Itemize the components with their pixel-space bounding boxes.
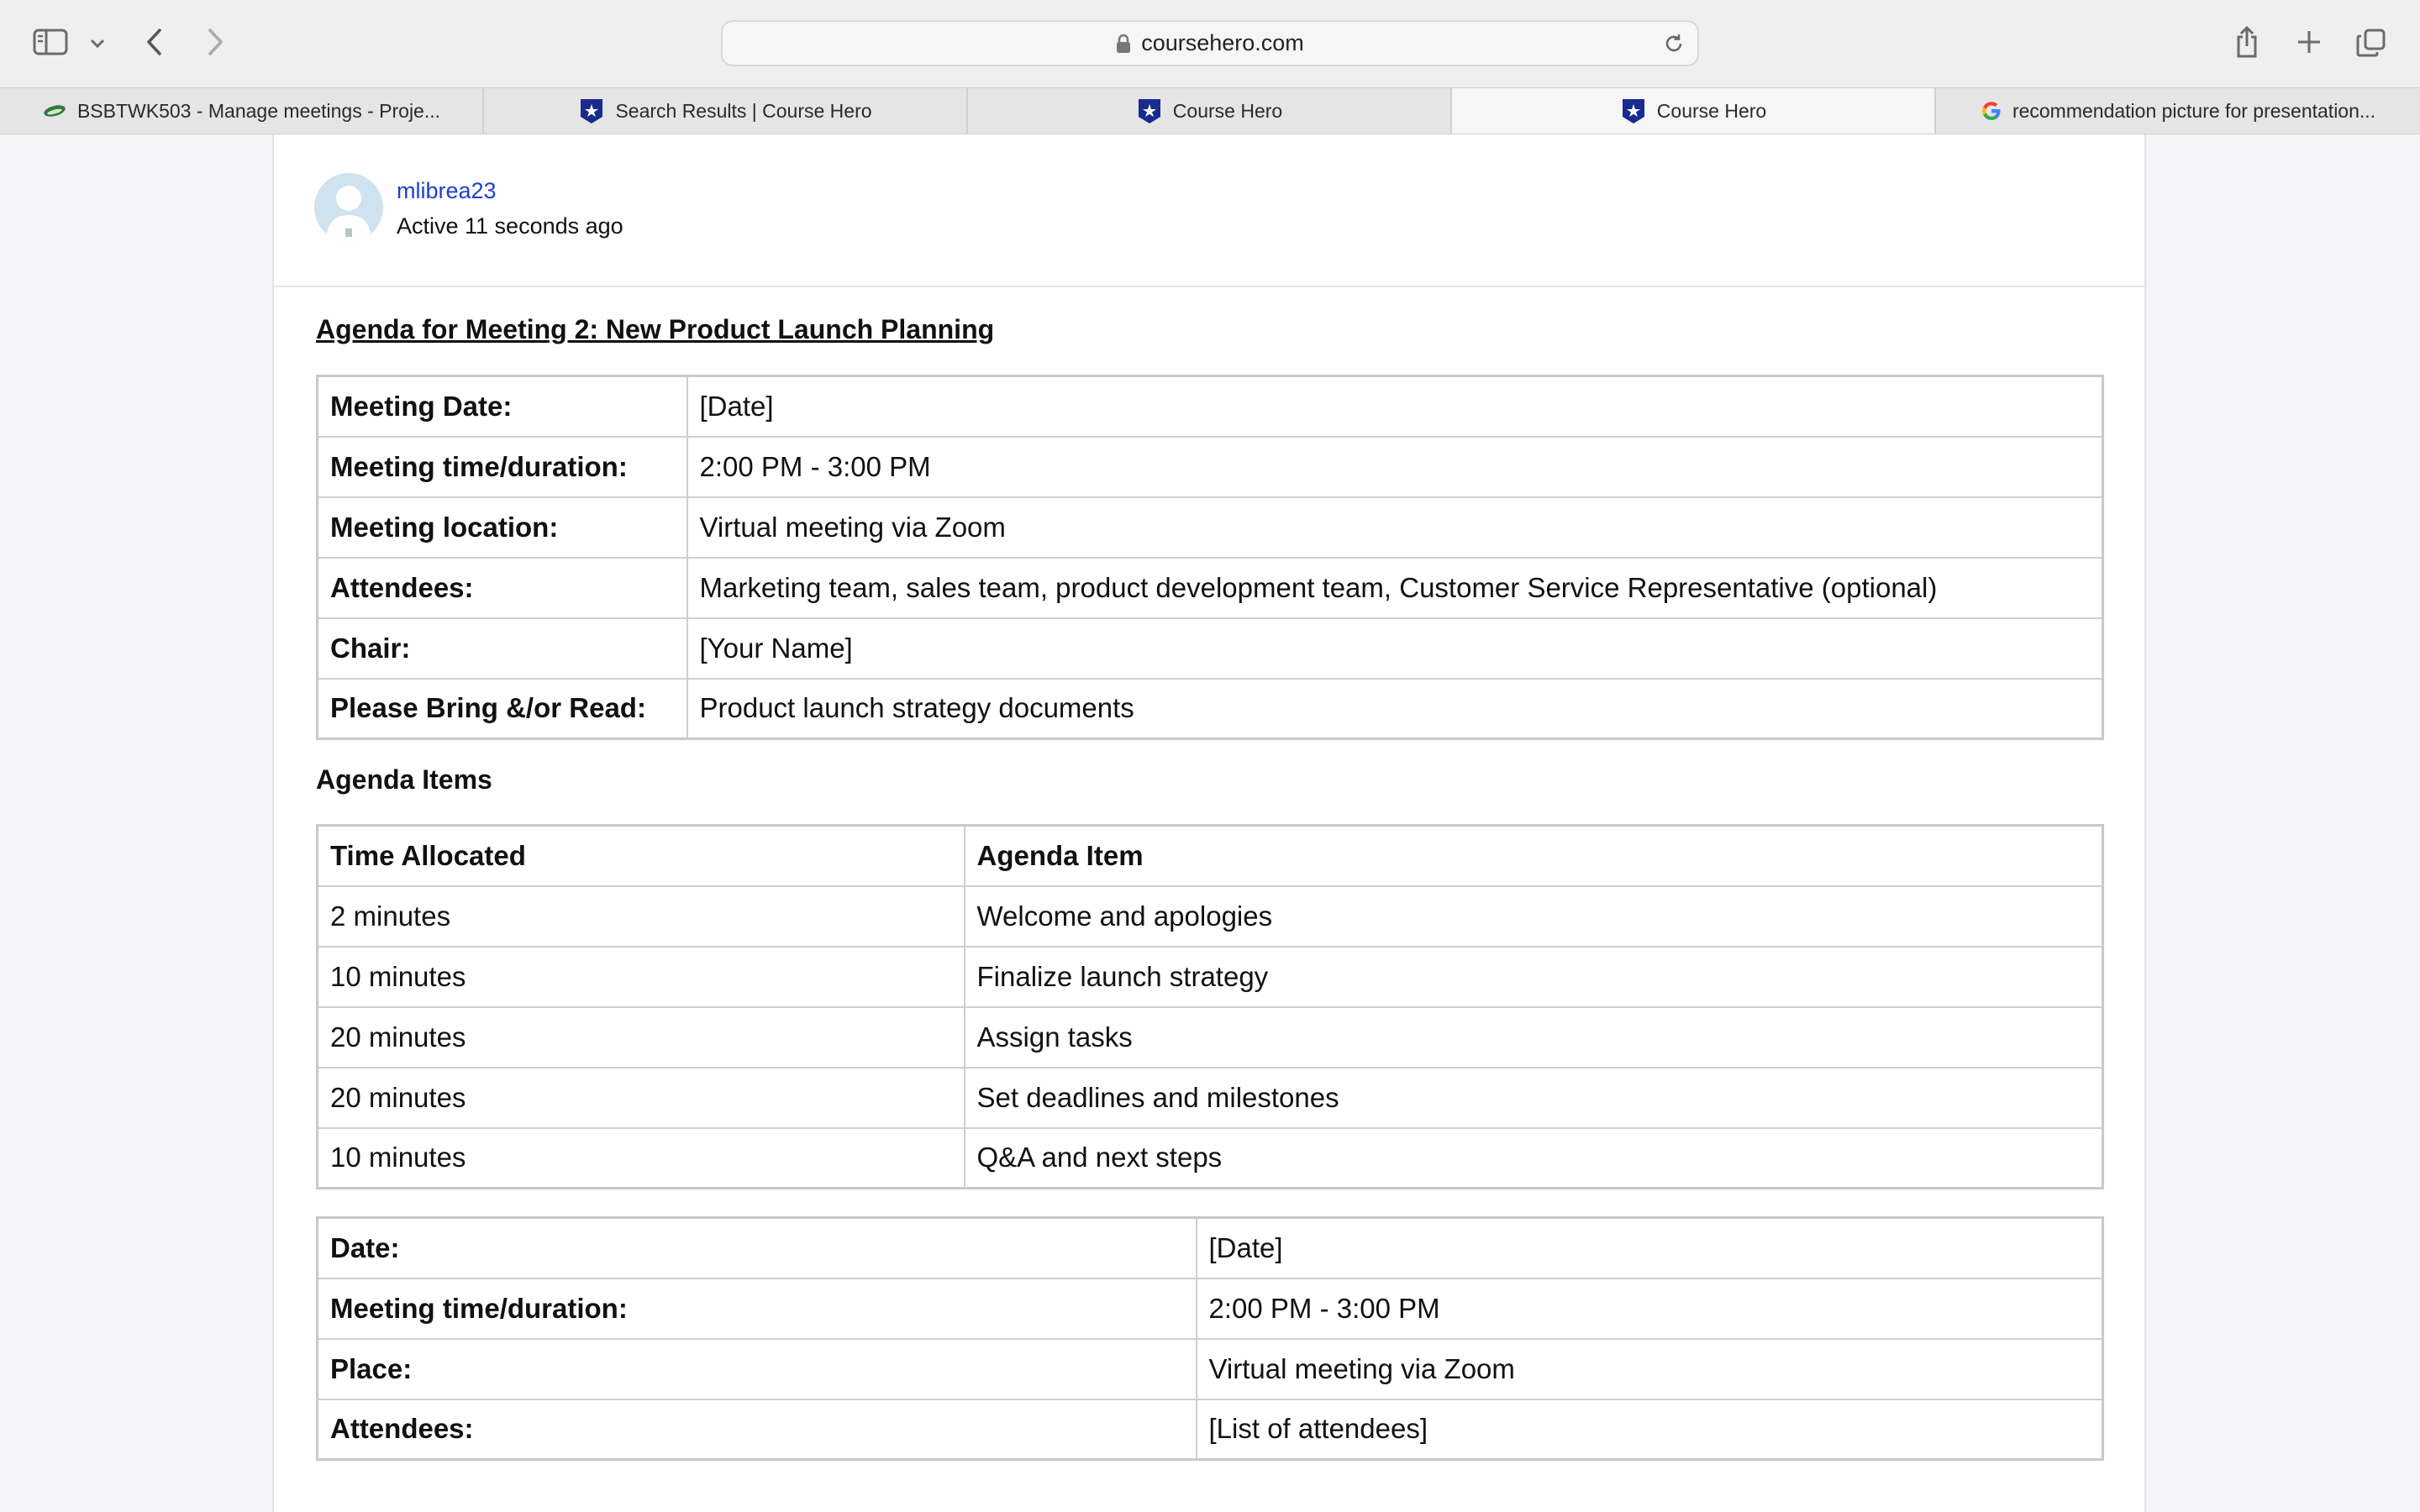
table-row [318, 886, 2103, 947]
agenda-items-heading: Agenda Items [316, 764, 492, 795]
item-cell: Q&A and next steps [965, 1128, 2103, 1189]
item-cell: Assign tasks [965, 1007, 2103, 1068]
browser-toolbar [0, 0, 2420, 87]
course-hero-icon [1136, 97, 1163, 124]
detail-label: Meeting location: [318, 497, 687, 558]
new-tab-icon[interactable] [2294, 27, 2324, 57]
tab-bsbtwk503[interactable] [0, 88, 484, 134]
detail-label: Please Bring &/or Read: [318, 679, 687, 739]
detail-value: 2:00 PM - 3:00 PM [1197, 1278, 2103, 1339]
detail-label: Date: [318, 1218, 1197, 1278]
time-cell: 2 minutes [318, 886, 965, 947]
item-cell: Welcome and apologies [965, 886, 2103, 947]
column-header-item: Agenda Item [965, 826, 2103, 886]
table-row [318, 1068, 2103, 1128]
table-row [318, 1218, 2103, 1278]
detail-label: Meeting time/duration: [318, 1278, 1197, 1339]
table-row [318, 558, 2103, 618]
sidebar-toggle-icon[interactable] [32, 27, 69, 57]
user-header [274, 134, 2144, 287]
tab-course-hero[interactable] [968, 88, 1452, 134]
tab-overview-icon[interactable] [2354, 27, 2388, 59]
detail-value: Virtual meeting via Zoom [687, 497, 2103, 558]
back-icon[interactable] [139, 25, 170, 59]
time-cell: 10 minutes [318, 947, 965, 1007]
table-row [318, 497, 2103, 558]
time-cell: 20 minutes [318, 1007, 965, 1068]
detail-label: Place: [318, 1339, 1197, 1399]
table-row [318, 1339, 2103, 1399]
detail-value: 2:00 PM - 3:00 PM [687, 437, 2103, 497]
tab-label: BSBTWK503 - Manage meetings - Proje... [76, 99, 441, 122]
address-bar[interactable] [721, 20, 1699, 66]
table-row [318, 947, 2103, 1007]
detail-value: Marketing team, sales team, product development team, Customer Service Representative (optional) [687, 558, 2103, 618]
table-row [318, 376, 2103, 437]
tab-search-results[interactable] [484, 88, 968, 134]
tab-label: Course Hero [1172, 99, 1283, 122]
document-page [272, 134, 2146, 1512]
detail-value: Product launch strategy documents [687, 679, 2103, 739]
tab-label: Search Results | Course Hero [615, 99, 872, 122]
table-header-row [318, 826, 2103, 886]
table-row [318, 1399, 2103, 1460]
table-row [318, 1128, 2103, 1189]
detail-value: [Date] [1197, 1218, 2103, 1278]
avatar[interactable] [314, 173, 383, 242]
item-cell: Finalize launch strategy [965, 947, 2103, 1007]
table-row [318, 1007, 2103, 1068]
detail-label: Attendees: [318, 1399, 1197, 1460]
time-cell: 20 minutes [318, 1068, 965, 1128]
lock-icon [1116, 34, 1131, 54]
tab-label: Course Hero [1656, 99, 1767, 122]
detail-label: Meeting Date: [318, 376, 687, 437]
detail-value: [List of attendees] [1197, 1399, 2103, 1460]
forward-icon[interactable] [200, 25, 230, 59]
user-status: Active 11 seconds ago [397, 213, 623, 239]
tab-course-hero-active[interactable] [1452, 88, 1936, 134]
tab-label: recommendation picture for presentation... [2012, 99, 2376, 122]
detail-value: Virtual meeting via Zoom [1197, 1339, 2103, 1399]
agenda-items-table [316, 824, 2104, 1189]
url-text: coursehero.com [1141, 30, 1304, 55]
detail-value: [Your Name] [687, 618, 2103, 679]
detail-label: Chair: [318, 618, 687, 679]
chevron-down-icon[interactable] [87, 34, 108, 54]
minutes-details-table [316, 1216, 2104, 1461]
course-hero-icon [578, 97, 605, 124]
green-leaf-icon [42, 102, 67, 119]
table-row [318, 1278, 2103, 1339]
item-cell: Set deadlines and milestones [965, 1068, 2103, 1128]
page-title: Agenda for Meeting 2: New Product Launch Planning [316, 314, 995, 344]
username-link[interactable]: mlibrea23 [397, 178, 497, 203]
time-cell: 10 minutes [318, 1128, 965, 1189]
google-icon [1981, 100, 2002, 122]
course-hero-icon [1620, 97, 1647, 124]
detail-value: [Date] [687, 376, 2103, 437]
reload-icon[interactable] [1662, 32, 1686, 61]
detail-label: Attendees: [318, 558, 687, 618]
column-header-time: Time Allocated [318, 826, 965, 886]
table-row [318, 679, 2103, 739]
table-row [318, 618, 2103, 679]
share-icon[interactable] [2232, 24, 2262, 60]
table-row [318, 437, 2103, 497]
document-content [316, 312, 2104, 1461]
tab-google-search[interactable] [1936, 88, 2420, 134]
tab-bar [0, 87, 2420, 134]
detail-label: Meeting time/duration: [318, 437, 687, 497]
meeting-details-table [316, 375, 2104, 740]
